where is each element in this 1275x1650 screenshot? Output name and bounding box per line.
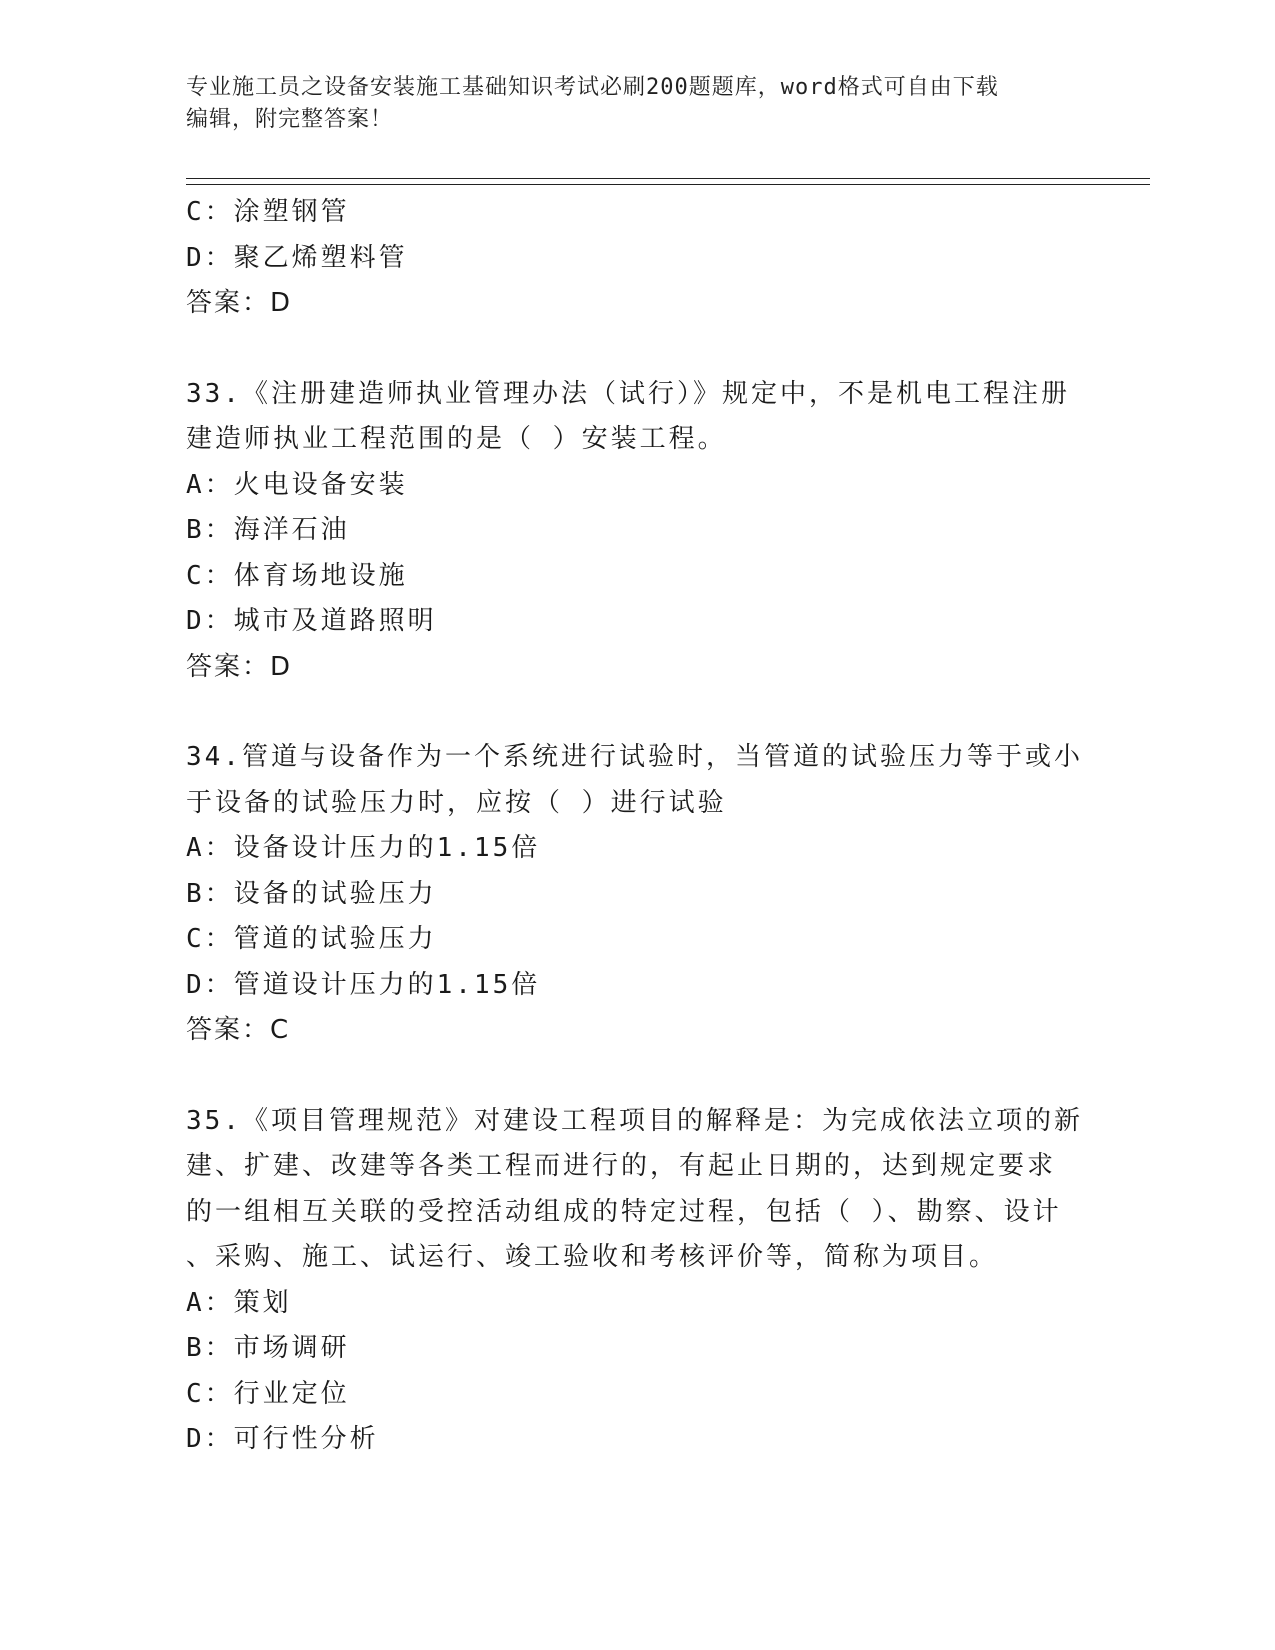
option-c: C：行业定位 [186,1378,350,1409]
question-content [186,190,1083,1463]
option-c: C：涂塑钢管 [186,197,350,227]
option-c: C：管道的试验压力 [186,924,437,954]
question-stem-line: 33.《注册建造师执业管理办法（试行）》规定中，不是机电工程注册 [186,378,1070,409]
header-title-line-1: 专业施工员之设备安装施工基础知识考试必刷200题题库，word格式可自由下载 [186,75,999,100]
option-d: D：聚乙烯塑料管 [186,242,408,273]
option-a: A：火电设备安装 [186,469,408,500]
question-stem-line: 、采购、施工、试运行、竣工验收和考核评价等，简称为项目。 [186,1242,999,1272]
answer: 答案：D [186,288,293,318]
option-d: D：可行性分析 [186,1424,379,1454]
option-c: C：体育场地设施 [186,560,408,591]
option-a: A：设备设计压力的1.15倍 [186,833,541,863]
document-header [186,72,1066,136]
question-stem-line: 建、扩建、改建等各类工程而进行的，有起止日期的，达到规定要求 [186,1151,1057,1181]
header-title-line-2: 编辑，附完整答案！ [186,107,394,132]
option-d: D：管道设计压力的1.15倍 [186,969,541,1000]
question-stem-line: 建造师执业工程范围的是（ ）安装工程。 [186,424,727,454]
option-d: D：城市及道路照明 [186,606,437,636]
question-34 [186,735,1083,1054]
answer: 答案：C [186,1015,291,1045]
question-33 [186,372,1070,691]
question-stem-line: 35.《项目管理规范》对建设工程项目的解释是：为完成依法立项的新 [186,1105,1083,1136]
option-b: B：设备的试验压力 [186,878,437,909]
option-b: B：海洋石油 [186,515,350,545]
option-a: A：策划 [186,1287,292,1318]
question-stem-line: 34.管道与设备作为一个系统进行试验时，当管道的试验压力等于或小 [186,742,1083,772]
question-stem-line: 于设备的试验压力时，应按（ ）进行试验 [186,787,727,818]
spacer [186,1054,1066,1099]
spacer [186,327,1066,372]
spacer [186,690,1066,735]
question-35 [186,1099,1083,1463]
question-stem-line: 的一组相互关联的受控活动组成的特定过程，包括（ ）、勘察、设计 [186,1196,1062,1227]
question-32-tail [186,190,1066,327]
answer: 答案：D [186,651,293,682]
header-double-rule [186,178,1150,185]
option-b: B：市场调研 [186,1333,350,1363]
